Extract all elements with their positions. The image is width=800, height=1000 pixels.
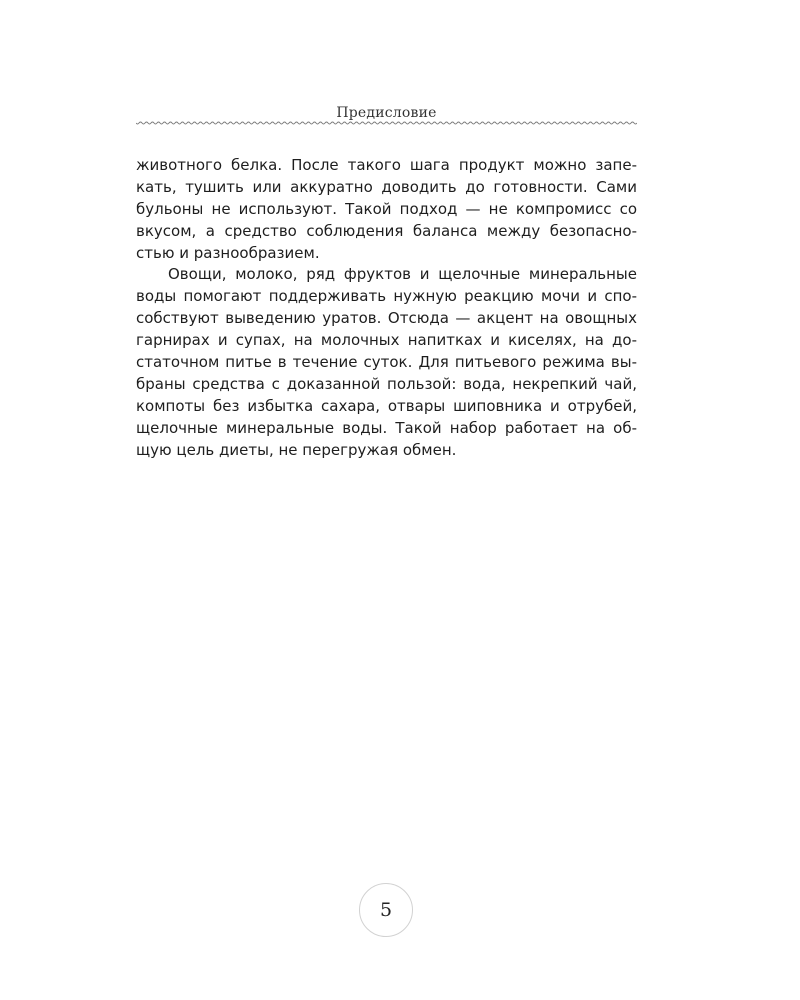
running-head: Предисловие: [336, 105, 437, 121]
text-line: щелочные минеральные воды. Такой набор работает на об-: [136, 418, 637, 437]
text-line: кать, тушить или аккуратно доводить до готовности. Сами: [136, 177, 637, 196]
text-line: браны средства с доказанной пользой: вода, некрепкий чай,: [136, 374, 637, 393]
body-text: [136, 155, 637, 461]
text-line: бульоны не используют. Такой подход — не компромисс со: [136, 199, 637, 218]
page-number: 5: [359, 883, 413, 937]
text-line: гарнирах и супах, на молочных напитках и киселях, на до-: [136, 331, 637, 350]
text-line: вкусом, а средство соблюдения баланса между безопасно-: [136, 221, 637, 240]
paragraph: [136, 155, 637, 264]
text-line: щую цель диеты, не перегружая обмен.: [136, 440, 457, 459]
text-line: собствуют выведению уратов. Отсюда — акцент на овощных: [136, 309, 637, 328]
text-line: животного белка. После такого шага продукт можно запе-: [136, 156, 637, 174]
text-line: статочном питье в течение суток. Для питьевого режима вы-: [136, 353, 637, 372]
text-line: стью и разнообразием.: [136, 243, 320, 262]
text-line: Овощи, молоко, ряд фруктов и щелочные минеральные: [168, 265, 637, 284]
text-line: воды помогают поддерживать нужную реакцию мочи и спо-: [136, 287, 637, 306]
header-wavy-rule: [136, 119, 637, 127]
text-line: компоты без избытка сахара, отвары шиповника и отрубей,: [136, 396, 637, 415]
paragraph: [136, 264, 637, 461]
